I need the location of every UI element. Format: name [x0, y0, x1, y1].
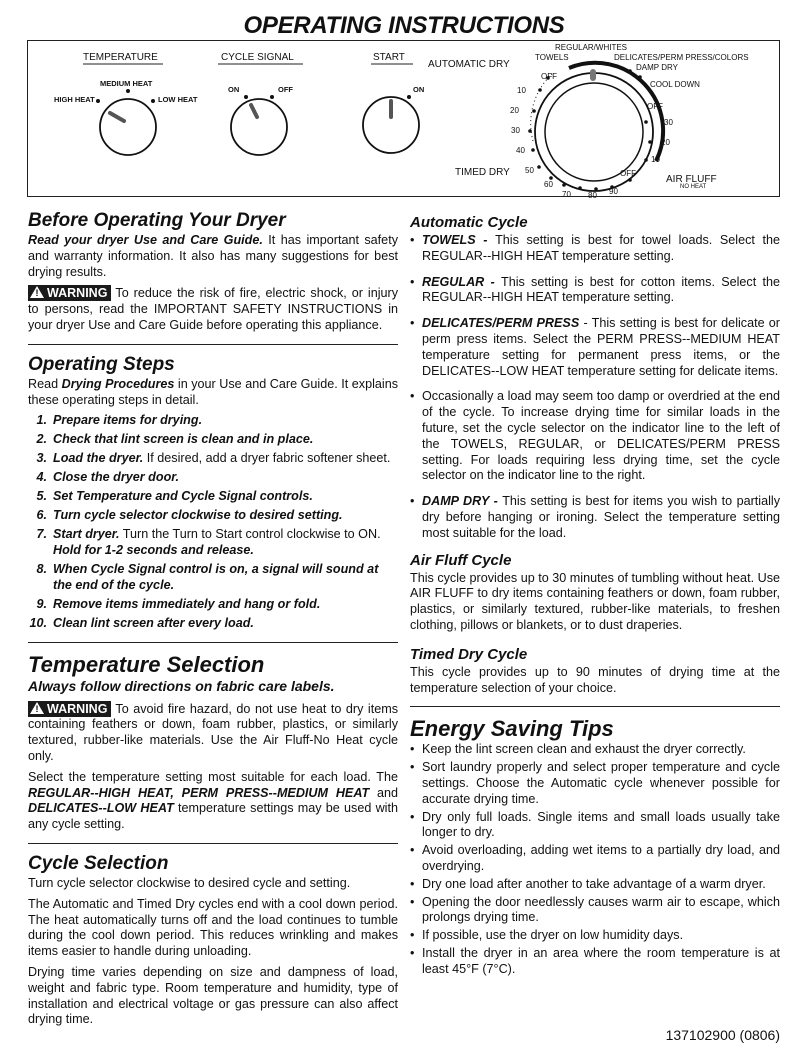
fluff-10-label: 10: [651, 155, 660, 164]
page-title: OPERATING INSTRUCTIONS: [243, 12, 565, 39]
before-paragraph: Read your dryer Use and Care Guide. It has important safety and warranty information. It also has many suggestions for best drying results.: [28, 233, 398, 279]
automatic-dry-label: AUTOMATIC DRY: [428, 59, 510, 70]
list-item: • TOWELS - This setting is best for towel loads. Select the REGULAR--HIGH HEAT temperature setting.: [410, 233, 780, 265]
timed-60-label: 60: [544, 180, 553, 189]
cycle-heading: Cycle Selection: [28, 853, 169, 874]
medium-heat-label: MEDIUM HEAT: [100, 79, 153, 88]
fluff-20-label: 20: [661, 138, 670, 147]
damp-dry-label: DAMP DRY: [636, 63, 678, 72]
list-item: 6. Turn cycle selector clockwise to desired setting.: [36, 508, 343, 523]
timed-50-label: 50: [525, 166, 534, 175]
cycle-signal-knob[interactable]: [231, 95, 287, 155]
list-item: • Occasionally a load may seem too damp or overdried at the end of the cycle. To increase drying time for similar loads in the future, set the cycle selector on the indicator line to the left of the TOWELS, REGULAR, or DELICATES/PERM PRESS setting. For loads requiring less drying time, set the cycle selector on the indicator line to the right.: [410, 389, 780, 484]
list-item: 7. Start dryer. Turn the Turn to Start control clockwise to ON. Hold for 1-2 seconds and release.: [36, 527, 381, 558]
timed-20-label: 20: [510, 106, 519, 115]
energy-list: [410, 742, 780, 977]
timed-80-label: 80: [588, 191, 597, 200]
list-item: • DAMP DRY - This setting is best for items you wish to partially dry before hanging or ironing. Select the temperature setting most suitable for the load.: [410, 494, 780, 541]
steps-list: [28, 413, 398, 631]
airfluff-heading: Air Fluff Cycle: [410, 551, 512, 569]
start-on-label: ON: [413, 85, 425, 94]
left-column: [28, 210, 398, 1033]
temperature-heading: Temperature Selection: [28, 651, 265, 677]
airfluff-paragraph: This cycle provides up to 30 minutes of tumbling without heat. Use AIR FLUFF to dry items containing feathers or down, foam rubber, plastics, or similarly textured, rubber-like materials, to freshen clothing, pillows or blankets, or to dust draperies.: [410, 570, 780, 632]
no-heat-label: NO HEAT: [680, 184, 707, 190]
list-item: • Install the dryer in an area where the room temperature is at least 45°F (7°C).: [410, 946, 780, 978]
list-item: • Sort laundry properly and select proper temperature and cycle settings. Choose the Automatic cycle whenever possible for accurate drying time.: [410, 760, 780, 807]
timed-30-label: 30: [511, 126, 520, 135]
timed-paragraph: This cycle provides up to 90 minutes of drying time at the temperature selection of your choice.: [410, 664, 780, 695]
warning-badge: ! WARNING: [28, 285, 111, 301]
before-warning: ! WARNING To reduce the risk of fire, electric shock, or injury to persons, read the IMPORTANT SAFETY INSTRUCTIONS in your dryer Use and Care Guide before operating this appliance.: [28, 286, 398, 332]
towels-label: TOWELS: [535, 53, 569, 62]
list-item: 4. Close the dryer door.: [36, 470, 179, 485]
cycle-paragraph-3: Drying time varies depending on size and dampness of load, weight and fabric type. Room temperature and humidity, type of installation and electrical voltage or gas pressure can also affect drying time.: [28, 964, 398, 1027]
air-fluff-label: AIR FLUFF: [666, 174, 717, 185]
warning-icon: !: [30, 702, 44, 714]
temperature-label: TEMPERATURE: [83, 52, 158, 63]
list-item: • Keep the lint screen clean and exhaust the dryer correctly.: [410, 742, 780, 758]
divider: [28, 642, 398, 643]
list-item: • If possible, use the dryer on low humidity days.: [410, 928, 780, 944]
off-top-label: OFF: [541, 72, 557, 81]
temperature-knob[interactable]: [96, 89, 156, 155]
list-item: • Dry one load after another to take advantage of a warm dryer.: [410, 877, 780, 893]
cool-down-label: COOL DOWN: [650, 80, 700, 89]
list-item: 3. Load the dryer. If desired, add a dryer fabric softener sheet.: [36, 451, 391, 466]
cycle-selector-dial[interactable]: [528, 62, 663, 191]
divider: [410, 706, 780, 707]
timed-10-label: 10: [517, 86, 526, 95]
cycle-signal-on-label: ON: [228, 85, 240, 94]
list-item: • REGULAR - This setting is best for cotton items. Select the REGULAR--HIGH HEAT temperature setting.: [410, 275, 780, 307]
temperature-paragraph: Select the temperature setting most suitable for each load. The REGULAR--HIGH HEAT, PERM PRESS--MEDIUM HEAT and DELICATES--LOW HEAT temperature settings may be used with any cycle setting.: [28, 769, 398, 832]
warning-icon: !: [30, 286, 44, 298]
timed-70-label: 70: [562, 190, 571, 199]
timed-40-label: 40: [516, 146, 525, 155]
right-column: [410, 214, 780, 983]
temperature-warning: ! WARNING To avoid fire hazard, do not use heat to dry items containing feathers or down, foam rubber, plastics, or similarly textured, rubber-like materials. Use the Air Fluff-No Heat cycle only.: [28, 701, 398, 764]
cycle-signal-off-label: OFF: [278, 85, 293, 94]
list-item: • Dry only full loads. Single items and small loads usually take longer to dry.: [410, 810, 780, 842]
list-item: • Opening the door needlessly causes warm air to escape, which prolongs drying time.: [410, 895, 780, 927]
off-bottom-label: OFF: [620, 169, 636, 178]
before-heading: Before Operating Your Dryer: [28, 210, 286, 231]
high-heat-label: HIGH HEAT: [54, 95, 95, 104]
list-item: • Avoid overloading, adding wet items to a partially dry load, and overdrying.: [410, 843, 780, 875]
cycle-paragraph-2: The Automatic and Timed Dry cycles end with a cool down period. The heat automatically turns off and the load continues to tumble during the cool down period. This reduces wrinkling and makes items easier to handle during unloading.: [28, 896, 398, 959]
divider: [28, 843, 398, 844]
warning-badge: ! WARNING: [28, 701, 111, 717]
list-item: 2. Check that lint screen is clean and in place.: [36, 432, 314, 447]
timed-dry-label: TIMED DRY: [455, 167, 510, 178]
low-heat-label: LOW HEAT: [158, 95, 198, 104]
timed-heading: Timed Dry Cycle: [410, 645, 528, 663]
divider: [28, 344, 398, 345]
steps-intro: Read Drying Procedures in your Use and Care Guide. It explains these operating steps in detail.: [28, 376, 398, 407]
list-item: 1. Prepare items for drying.: [36, 413, 203, 428]
regular-whites-label: REGULAR/WHITES: [555, 43, 628, 52]
document-number: 137102900 (0806): [665, 1027, 780, 1043]
cycle-paragraph-1: Turn cycle selector clockwise to desired cycle and setting.: [28, 876, 351, 890]
off-right-label: OFF: [647, 102, 663, 111]
fluff-30-label: 30: [664, 118, 673, 127]
start-knob[interactable]: [363, 95, 419, 153]
automatic-list: [410, 233, 780, 542]
delicates-label: DELICATES/PERM PRESS/COLORS: [614, 53, 749, 62]
steps-heading: Operating Steps: [28, 353, 175, 375]
cycle-signal-label: CYCLE SIGNAL: [221, 52, 294, 63]
list-item: 10. Clean lint screen after every load.: [29, 615, 254, 630]
control-panel-diagram: [27, 40, 780, 200]
automatic-heading: Automatic Cycle: [410, 214, 528, 231]
list-item: 9. Remove items immediately and hang or fold.: [36, 596, 321, 611]
timed-90-label: 90: [609, 187, 618, 196]
temperature-subheading: Always follow directions on fabric care labels.: [28, 677, 335, 694]
energy-heading: Energy Saving Tips: [410, 716, 614, 742]
list-item: 5. Set Temperature and Cycle Signal controls.: [36, 489, 313, 504]
list-item: • DELICATES/PERM PRESS - This setting is best for delicate or perm press items. Select the PERM PRESS--MEDIUM HEAT temperature setting for permanent press items, or the DELICATES--LOW HEAT temperature setting for delicate items.: [410, 316, 780, 379]
start-label: START: [373, 52, 405, 63]
list-item: 8. When Cycle Signal control is on, a signal will sound at the end of the cycle.: [36, 562, 379, 592]
